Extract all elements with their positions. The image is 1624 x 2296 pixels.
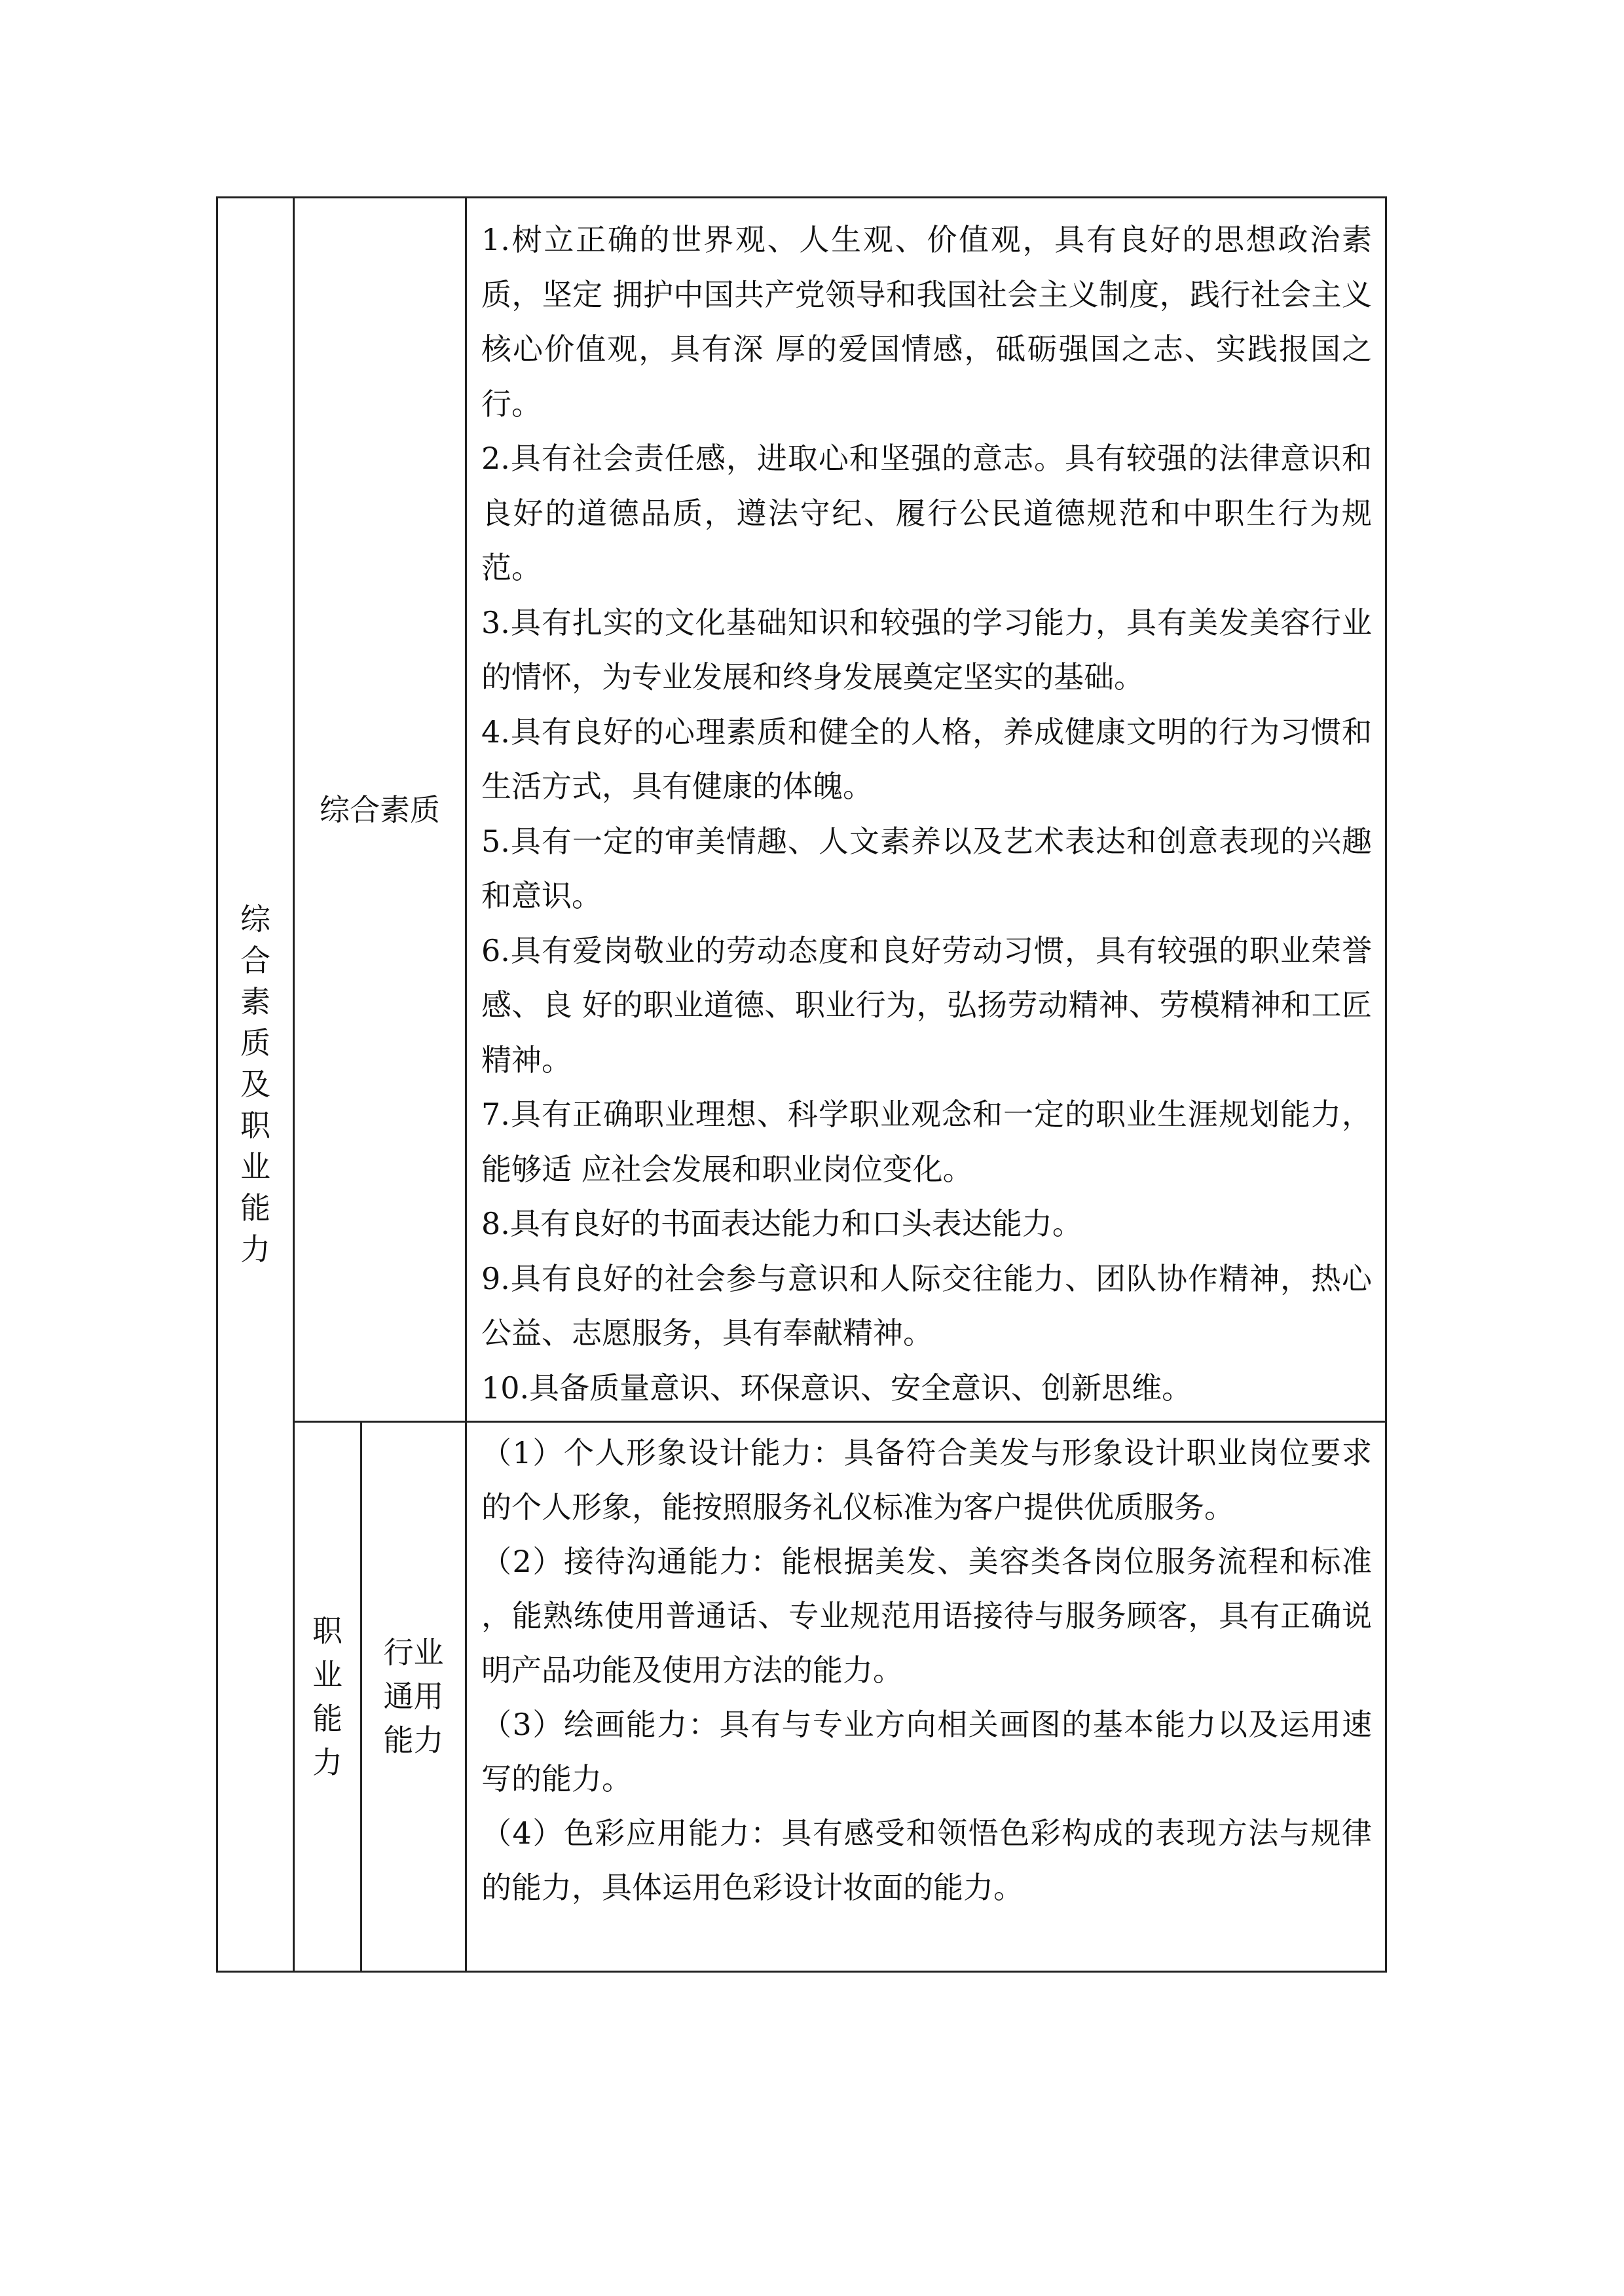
- comprehensive-label: 综合素质: [320, 792, 440, 828]
- list-item: 10.具备质量意识、环保意识、安全意识、创新思维。: [481, 1370, 1192, 1406]
- outer-category-label: 综 合 素 质 及 职 业 能 力: [240, 902, 270, 1267]
- general-ability-label: 行业 通用 能力: [383, 1635, 444, 1758]
- list-item: （4）色彩应用能力：具有感受和领悟色彩构成的表现方法与规律的能力，具体运用色彩设计妆面的能力。: [481, 1815, 1372, 1905]
- list-item: 2.具有社会责任感，进取心和坚强的意志。具有较强的法律意识和良好的道德品质，遵法守纪、履行公民道德规范和中职生行为规范。: [481, 441, 1372, 585]
- comprehensive-label-cell: [294, 198, 466, 1422]
- list-item: （1）个人形象设计能力：具备符合美发与形象设计职业岗位要求的个人形象，能按照服务礼仪标准为客户提供优质服务。: [481, 1435, 1372, 1525]
- general-ability-label-cell: [361, 1422, 466, 1972]
- list-item: 8.具有良好的书面表达能力和口头表达能力。: [481, 1206, 1082, 1241]
- list-item: 9.具有良好的社会参与意识和人际交往能力、团队协作精神，热心公益、志愿服务，具有奉献精神。: [481, 1260, 1372, 1351]
- list-item: 6.具有爱岗敬业的劳动态度和良好劳动习惯，具有较强的职业荣誉感、良 好的职业道德、职业行为，弘扬劳动精神、劳模精神和工匠精神。: [481, 932, 1372, 1078]
- table-row: [217, 1422, 1386, 1972]
- list-item: （2）接待沟通能力：能根据美发、美容类各岗位服务流程和标准 ，能熟练使用普通话、专业规范用语接待与服务顾客，具有正确说明产品功能及使用方法的能力。: [481, 1544, 1372, 1688]
- vocational-content-cell: [466, 1422, 1386, 1972]
- list-item: 4.具有良好的心理素质和健全的人格，养成健康文明的行为习惯和生活方式，具有健康的体魄。: [481, 714, 1372, 804]
- table-row: [217, 198, 1386, 1422]
- list-item: 3.具有扎实的文化基础知识和较强的学习能力，具有美发美容行业的情怀，为专业发展和终身发展奠定坚实的基础。: [481, 604, 1372, 695]
- vocational-label: 职 业 能 力: [312, 1613, 342, 1780]
- list-item: 7.具有正确职业理想、科学职业观念和一定的职业生涯规划能力，能够适 应社会发展和职业岗位变化。: [481, 1097, 1372, 1187]
- competency-table: [216, 196, 1387, 1973]
- list-item: （3）绘画能力：具有与专业方向相关画图的基本能力以及运用速写的能力。: [481, 1707, 1372, 1796]
- list-item: 5.具有一定的审美情趣、人文素养以及艺术表达和创意表现的兴趣和意识。: [481, 823, 1372, 913]
- vocational-label-cell: [294, 1422, 361, 1972]
- comprehensive-content-cell: [466, 198, 1386, 1422]
- list-item: 1.树立正确的世界观、人生观、价值观，具有良好的思想政治素质，坚定 拥护中国共产党领导和我国社会主义制度，践行社会主义核心价值观，具有深 厚的爱国情感，砥砺强国之志、实践报国之行。: [481, 222, 1372, 422]
- outer-category-cell: [217, 198, 294, 1972]
